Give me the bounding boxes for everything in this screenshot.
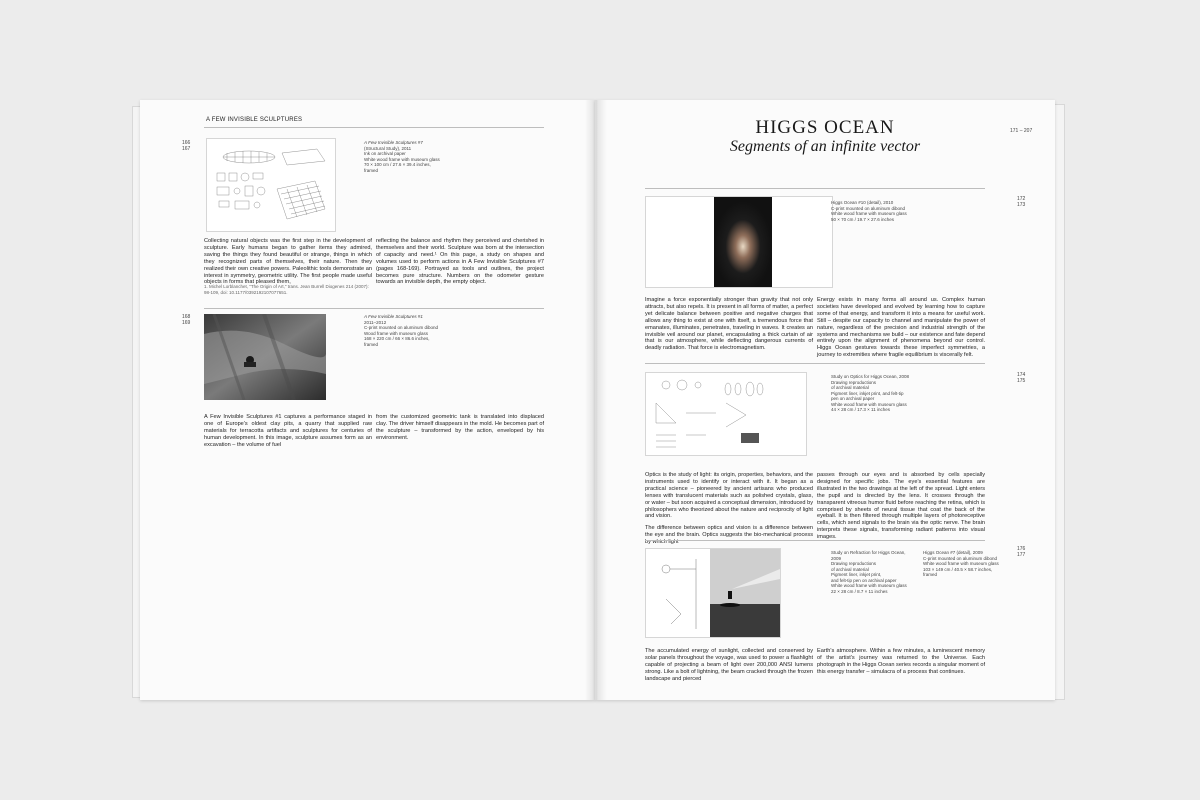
caption-line: 2009 — [831, 555, 842, 561]
page-number: 176 — [1017, 546, 1026, 552]
page-number: 175 — [1017, 378, 1026, 384]
caption-line: 2011–2012 — [364, 319, 387, 325]
caption-line: of archival material — [831, 566, 869, 572]
caption-line: C-print mounted on aluminum dibond — [923, 555, 998, 561]
page-number: 177 — [1017, 552, 1026, 558]
optics-drawing-sketch — [646, 373, 806, 455]
paragraph: The difference between optics and vision is a difference between the eye and the brain. Optics suggests the bio-mechanical process by which light — [645, 525, 813, 546]
caption-line: Pigment liner, inkjet print, — [831, 572, 882, 577]
caption-block — [364, 314, 514, 347]
section-title: HIGGS OCEAN — [755, 117, 895, 138]
body-text-column: reflecting the balance and rhythm they perceived and cherished in themselves and their world. Sculpture was born at the intersection of capacity and need.¹ On this page, a study on shapes and volumes used to perform actions in A Few Invisible Sculptures #7 (pages 168-169). Portrayed as tools and outlines, the project becomes pure structure. Numbers on the odometer gesture towards an invisible depth, the empty object. — [376, 238, 544, 286]
right-page — [595, 100, 1055, 700]
running-head: A FEW INVISIBLE SCULPTURES — [206, 117, 303, 123]
caption-block — [831, 200, 981, 222]
body-text-column: Imagine a force exponentially stronger than gravity that not only attracts, but also repels. It is present in all forms of matter, a perfect yet delicate balance between positive and negative charges that allows any thing to exist at one with itself, a tremendous force that emanates, illuminates, penetrates, traveling in waves. It creates an invisible veil around our planet, encapsulating a thick curtain of air that is our atmosphere, while deflecting dangerous currents of deadly radiation. That force is electromagnetism. — [645, 297, 813, 352]
body-text-column: A Few Invisible Sculptures #1 captures a performance staged in one of Europe's oldest clay pits, a quarry that supplied raw materials for terracotta artifacts and sculptures for centuries of human development. In this image, sculpture assumes form as an excavation – the volume of fuel — [204, 414, 372, 448]
page-numbers — [182, 140, 190, 152]
caption-line: of archival material — [831, 385, 869, 390]
body-text-column: Collecting natural objects was the first step in the development of sculpture. Early humans began to gather items they admired, saving the things they found beautiful or strange, things in which they recognized parts of themselves, their nature. Then they realized their own creative powers. Paleolithic tools demonstrate an interest in symmetry, geometric utility. The first people made useful objects in forms that pleased them, — [204, 238, 372, 286]
drawing-sketch — [207, 139, 335, 231]
rule — [204, 308, 544, 309]
refraction-and-ocean-images — [645, 548, 781, 638]
page-numbers — [182, 314, 190, 326]
caption-title: A Few Invisible Sculptures #1 — [364, 314, 423, 319]
open-book — [130, 90, 1065, 710]
caption-line: Drawing reproductions — [831, 379, 877, 385]
caption-line: C-print mounted on aluminum dibond — [831, 205, 906, 211]
caption-line: C-print mounted on aluminum dibond — [364, 325, 439, 330]
caption-line: White wood frame with museum glass — [923, 561, 999, 566]
caption-line: framed — [923, 572, 938, 577]
page-number: 169 — [182, 320, 191, 326]
left-page — [140, 100, 595, 700]
body-text-column: passes through our eyes and is absorbed by cells specially designed for specific jobs. The eye's essential features are illustrated in the two drawings at the left of the spread. Light enters the pupil and is directed by the lens. It crosses through the transparent vitreous humor fluid before reaching the retina, which is comprised by sheets of neural tissue that coat the back of the eyeball. It is then filtered through multiple layers of photoreceptive cells, which send signals to the brain via the optic nerve. The brain interprets these signals, transforming radiant patterns into visual images. — [817, 472, 985, 541]
caption-line: framed — [364, 167, 379, 173]
caption-line: 103 × 149 cm / 40.5 × 58.7 inches, — [923, 566, 993, 572]
page-number: 167 — [182, 146, 191, 152]
page-number: 166 — [182, 140, 191, 146]
caption-line: framed — [364, 341, 379, 347]
caption-line: Wood frame with museum glass — [364, 330, 428, 336]
caption-block — [923, 550, 1013, 578]
higgs-ocean-10-photo — [646, 197, 832, 287]
caption-line: White wood frame with museum glass — [831, 401, 907, 407]
caption-line: White wood frame with museum glass — [831, 583, 907, 588]
footnote-line: 1. Michel Lorblanchet, "The Origin of Art," trans. Jean Burrell Diogenes 214 (2007): — [204, 284, 369, 289]
caption-line: Pigment liner, inkjet print, and felt-tip — [831, 390, 904, 396]
caption-line: and felt-tip pen on archival paper — [831, 577, 897, 583]
page-numbers — [1017, 546, 1025, 558]
caption-line: pen on archival paper — [831, 396, 875, 401]
caption-title: Higgs Ocean #7 (detail), 2009 — [923, 550, 983, 555]
caption-block — [831, 550, 921, 594]
caption-line: White wood frame with museum glass — [831, 211, 907, 216]
body-text-column: from the customized geometric tank is translated into displaced clay. The driver himself disappears in the mold. He becomes part of the sculpture – transformed by the action, enveloped by his environment. — [376, 414, 544, 441]
page-numbers — [1017, 196, 1025, 208]
page-range: 171 – 207 — [1010, 128, 1033, 134]
page-number: 174 — [1017, 372, 1026, 378]
caption-block — [364, 140, 514, 173]
section-subtitle: Segments of an infinite vector — [729, 138, 921, 155]
caption-line: 50 × 70 cm / 19.7 × 27.6 inches — [831, 216, 895, 222]
caption-line: (Structural Study), 2011 — [364, 145, 412, 151]
caption-line: 70 × 100 cm / 27.6 × 39.4 inches, — [364, 162, 431, 167]
book-gutter — [585, 100, 607, 700]
quarry-photograph — [204, 314, 326, 400]
caption-title: Study on Optics for Higgs Ocean, 2008 — [831, 374, 910, 379]
body-text-column: Energy exists in many forms all around us. Complex human societies have developed and evolved by learning how to capture some of that energy, and transform it into a means for useful work. Still – despite our capacity to channel and manipulate the power of nature, regardless of the precision and industrial strength of the systems and mechanisms we build – our existence and fate depend entirely upon the alignment of phenomena beyond our control. Higgs Ocean gestures towards these imperfect symmetries, a journey to extremities where fragile equilibrium is viscerally felt. — [817, 297, 985, 359]
caption-block — [831, 374, 981, 413]
quarry-photo-image — [204, 314, 326, 400]
body-text-column: Earth's atmosphere. Within a few minutes, a luminescent memory of the artist's journey was returned to the Universe. Each photograph in the Higgs Ocean series records a singular moment of this energy transfer – simulacra of a process that continues. — [817, 648, 985, 675]
page-number: 172 — [1017, 196, 1026, 202]
refraction-photo-pair — [646, 549, 780, 637]
caption-line: 168 × 220 cm / 66 × 86.6 inches, — [364, 336, 430, 341]
body-text-column: The accumulated energy of sunlight, collected and conserved by solar panels throughout the voyage, was used to power a flashlight capable of projecting a beam of light over 200,000 ANSI lumens strong. Like a bolt of lightning, the beam cracked through the frozen landscape and pierced — [645, 648, 813, 682]
rule — [645, 540, 985, 541]
body-text-column — [645, 472, 813, 546]
footnote — [204, 284, 404, 295]
optics-study-drawing — [645, 372, 807, 456]
caption-line: White wood frame with museum glass — [364, 156, 440, 162]
caption-title: Higgs Ocean #10 (detail), 2010 — [831, 200, 894, 205]
caption-title: A Few Invisible Sculptures #7 — [364, 140, 423, 145]
page-number: 168 — [182, 314, 191, 320]
structural-study-drawing — [206, 138, 336, 232]
paragraph: Optics is the study of light: its origin, properties, behaviors, and the instruments used to identify or interact with it. It began as a practical science – pioneered by ancient artisans who produced lenses with translucent materials such as polished crystals, glass, or water – but soon acquired a conceptual dimension, introduced by philosophers who theorized about the nature and reciprocity of light and vision. — [645, 472, 813, 520]
page-number: 173 — [1017, 202, 1026, 208]
rule — [645, 363, 985, 364]
caption-line: 44 × 28 cm / 17.3 × 11 inches — [831, 407, 890, 412]
caption-title: Study on Refraction for Higgs Ocean, — [831, 550, 906, 555]
caption-line: Ink on archival paper — [364, 151, 406, 156]
caption-line: 22 × 28 cm / 8.7 × 11 inches — [831, 588, 888, 594]
page-numbers — [1017, 372, 1025, 384]
rule — [645, 188, 985, 189]
footnote-line: 98-109, doi: 10.1177/0392192107077651. — [204, 289, 288, 295]
higgs-ocean-10-frame — [645, 196, 833, 288]
rule — [204, 127, 544, 128]
caption-line: Drawing reproductions — [831, 561, 877, 566]
